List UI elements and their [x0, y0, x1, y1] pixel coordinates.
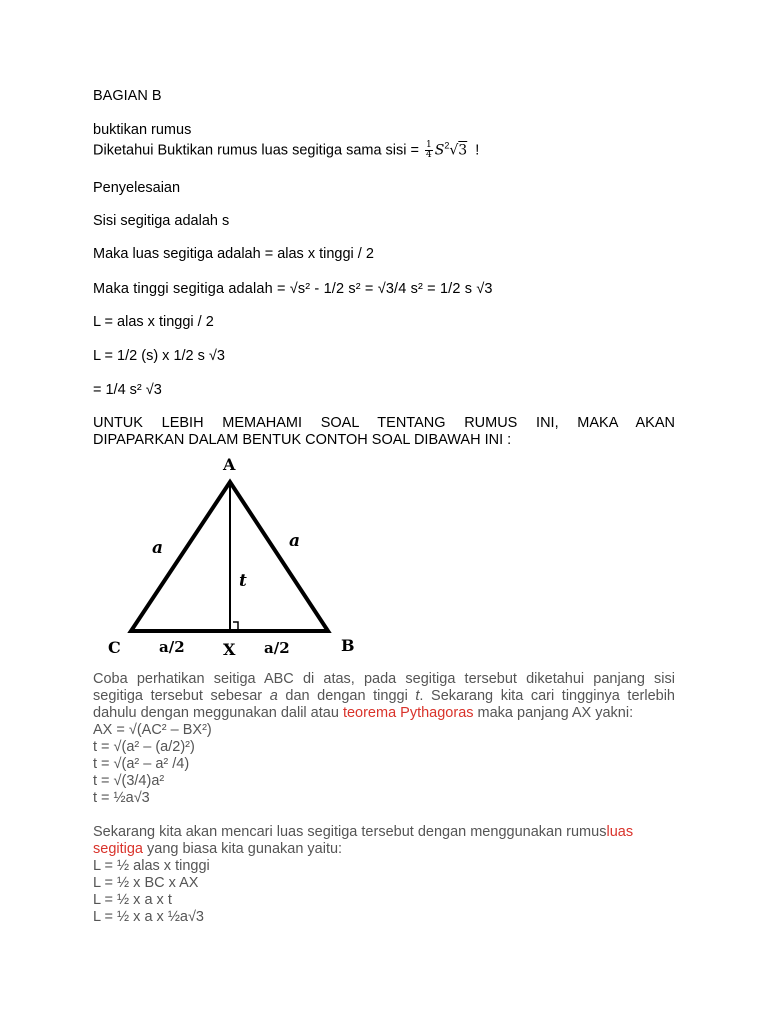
equation-t-1: t = √(a² – (a/2)²)	[93, 739, 195, 755]
formula-s: S	[434, 142, 445, 159]
intro-text: Diketahui Buktikan rumus luas segitiga sama sisi =	[93, 142, 424, 159]
formula-root	[449, 142, 467, 158]
equation-t-3: t = √(3/4)a²	[93, 773, 165, 789]
area-line-1	[93, 824, 633, 841]
right-angle-mark	[233, 622, 238, 629]
explanation-text: maka panjang AX yakni:	[473, 705, 634, 721]
area-equation-2: L = ½ x BC x AX	[93, 875, 199, 891]
explanation-text: segitiga tersebut sebesar	[93, 688, 270, 704]
side-right-label: a	[289, 531, 301, 551]
explanation-text: dan dengan tinggi	[277, 688, 416, 704]
fraction-one-quarter	[425, 141, 433, 160]
triangle-diagram	[100, 450, 370, 665]
fraction-denominator: 4	[426, 150, 432, 160]
section-title: BAGIAN B	[93, 88, 162, 104]
explanation-line-3	[93, 705, 633, 722]
root-radicand: 3	[458, 142, 468, 159]
equation-ax: AX = √(AC² – BX²)	[93, 722, 212, 738]
solution-step-6: = 1/4 s² √3	[93, 382, 162, 398]
var-a: a	[269, 688, 278, 704]
segitiga-link[interactable]: segitiga	[93, 841, 143, 857]
explanation-text: . Sekarang kita cari tingginya terlebih	[419, 688, 675, 704]
solution-step-4: L = alas x tinggi / 2	[93, 314, 214, 330]
formula-exponent: 2	[444, 140, 450, 151]
explanation-text: dahulu dengan meggunakan dalil atau	[93, 705, 343, 721]
area-text: yang biasa kita gunakan yaitu:	[142, 841, 343, 857]
vertex-a-label: A	[223, 455, 236, 474]
area-text: Sekarang kita akan mencari luas segitiga tersebut dengan menggunakan rumus	[93, 824, 607, 840]
example-heading-line-1: UNTUK LEBIH MEMAHAMI SOAL TENTANG RUMUS INI, MAKA AKAN	[93, 415, 675, 431]
area-line-2	[93, 841, 342, 858]
solution-step-2: Maka luas segitiga adalah = alas x tinggi / 2	[93, 246, 374, 262]
vertex-b-label: B	[341, 636, 355, 655]
base-right-label: a/2	[264, 639, 290, 657]
area-equation-4: L = ½ x a x ½a√3	[93, 909, 205, 925]
example-heading-line-2: DIPAPARKAN DALAM BENTUK CONTOH SOAL DIBAWAH INI :	[93, 432, 512, 448]
pythagoras-link[interactable]: teorema Pythagoras	[342, 705, 474, 721]
solution-step-3: Maka tinggi segitiga adalah = √s² - 1/2 s² = √3/4 s² = 1/2 s √3	[93, 281, 493, 297]
base-left-label: a/2	[159, 638, 185, 656]
side-left-label: a	[152, 538, 164, 558]
explanation-line-2	[93, 688, 675, 705]
solution-heading: Penyelesaian	[93, 180, 181, 196]
vertex-c-label: C	[108, 638, 121, 657]
luas-link[interactable]: luas	[606, 824, 634, 840]
explanation-line-1: Coba perhatikan seitiga ABC di atas, pada segitiga tersebut diketahui panjang sisi	[93, 671, 675, 687]
foot-x-label: X	[223, 640, 236, 659]
var-t: t	[415, 688, 420, 704]
fraction-numerator: 1	[426, 140, 432, 150]
area-equation-1: L = ½ alas x tinggi	[93, 858, 210, 874]
intro-line-2	[93, 141, 479, 160]
solution-step-1: Sisi segitiga adalah s	[93, 213, 230, 229]
area-equation-3: L = ½ x a x t	[93, 892, 172, 908]
equation-t-2: t = √(a² – a² /4)	[93, 756, 190, 772]
height-label: t	[239, 571, 247, 591]
intro-exclamation: !	[475, 142, 480, 159]
intro-line-1: buktikan rumus	[93, 122, 192, 138]
equation-t-4: t = ½a√3	[93, 790, 150, 806]
root-symbol: √	[449, 142, 459, 159]
solution-step-5: L = 1/2 (s) x 1/2 s √3	[93, 348, 225, 364]
